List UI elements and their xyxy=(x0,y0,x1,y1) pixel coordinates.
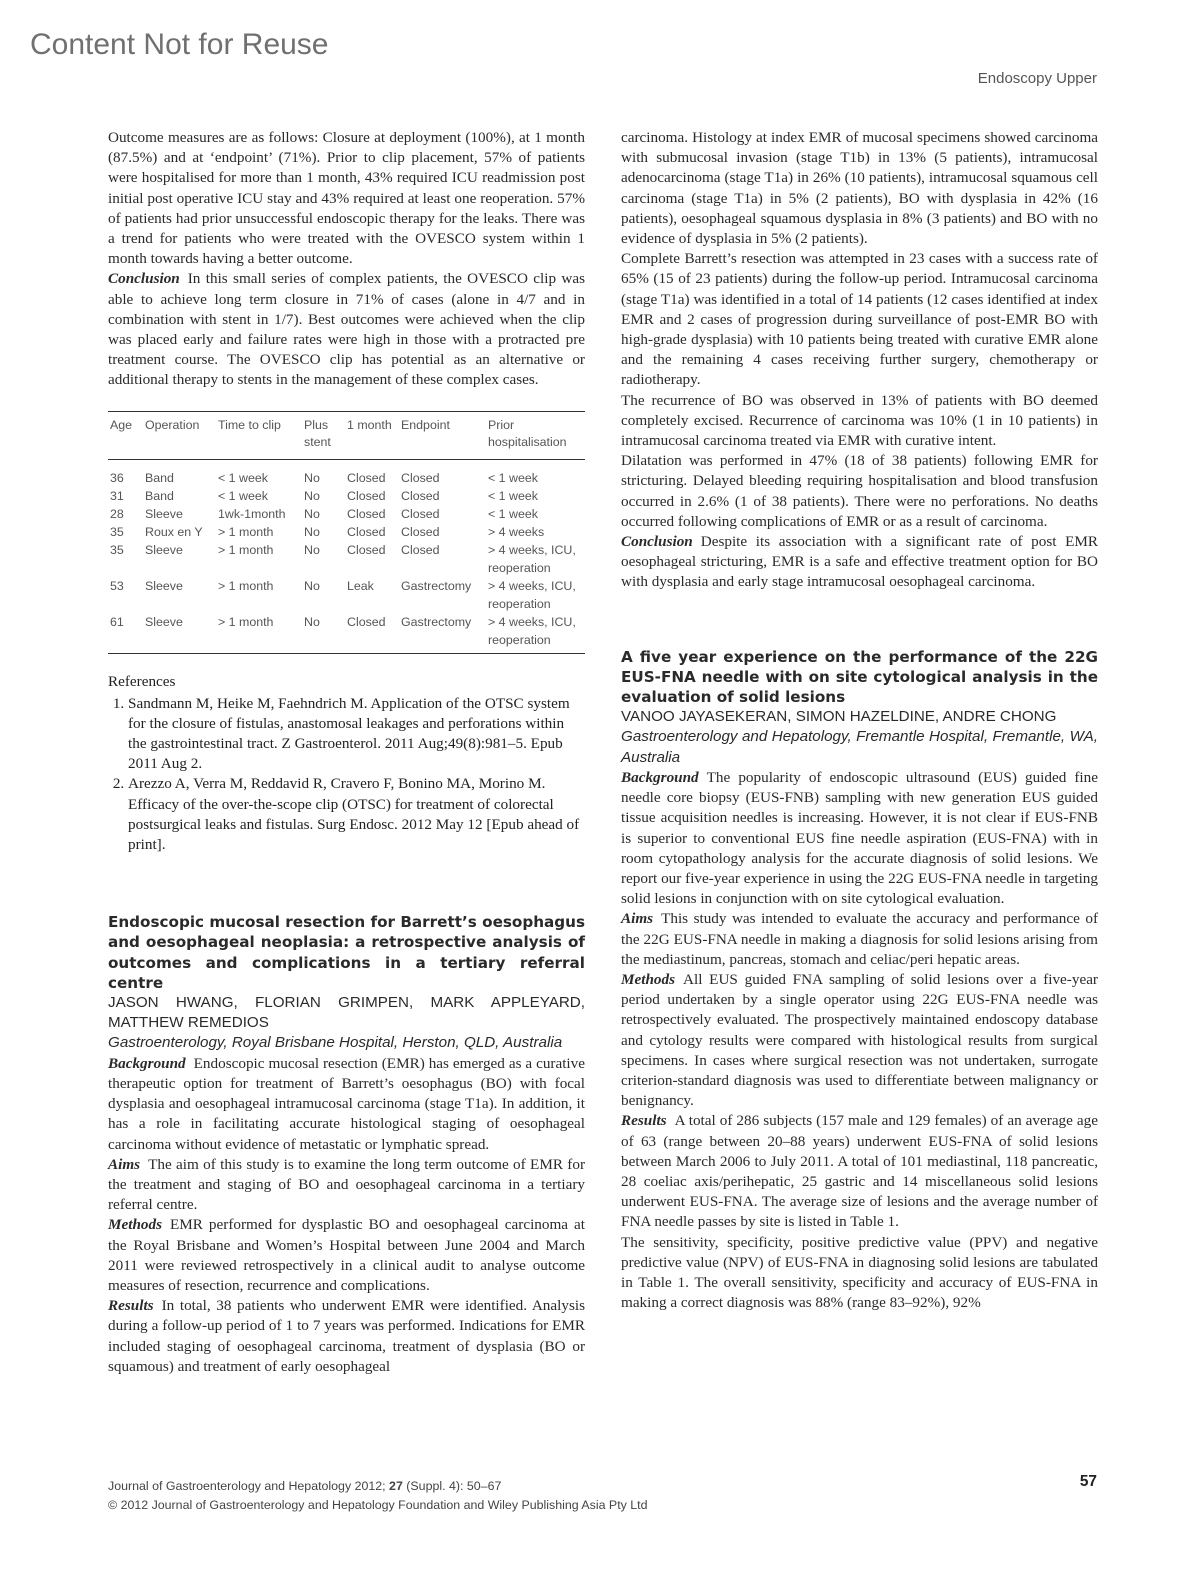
table-cell: < 1 week xyxy=(488,488,538,503)
table-cell: Closed xyxy=(401,524,440,539)
table-cell: 61 xyxy=(110,614,124,629)
table-cell: < 1 week xyxy=(218,488,268,503)
table-cell: 53 xyxy=(110,578,124,593)
aims-paragraph xyxy=(621,909,1098,970)
table-cell: 35 xyxy=(110,542,124,557)
journal-issue: (Suppl. 4): 50–67 xyxy=(402,1479,502,1493)
table-header-cell: Plus stent xyxy=(304,417,331,449)
results-text: A total of 286 subjects (157 male and 129 females) of an average age of 63 (range between 20–88 years) underwent EUS-FNA of solid lesions between March 2006 to July 2011. A total of 101 mediastinal, 118 pancreatic, 28 coeliac axis/perihepatic, 25 gastric and 14 miscellaneous solid lesions underwent EUS-FNA. The average size of lesions and the average number of FNA needle passes by site is listed in Table 1. xyxy=(621,1112,1098,1231)
table-cell: < 1 week xyxy=(488,506,538,521)
left-column xyxy=(108,128,585,1377)
conclusion-paragraph xyxy=(108,269,585,390)
table-cell: Sleeve xyxy=(145,506,183,521)
table-header-cell: Operation xyxy=(145,417,200,432)
journal-citation xyxy=(108,1477,648,1496)
table-header-cell: Endpoint xyxy=(401,417,450,432)
table-cell: 31 xyxy=(110,488,124,503)
table-cell: Gastrectomy xyxy=(401,614,472,629)
table-cell: > 1 month xyxy=(218,524,274,539)
results-label: Results xyxy=(108,1297,154,1315)
references-list xyxy=(108,694,585,856)
background-label: Background xyxy=(621,768,699,786)
outcomes-table xyxy=(108,411,585,654)
table-cell: Closed xyxy=(347,506,386,521)
table-cell: Closed xyxy=(401,488,440,503)
methods-paragraph xyxy=(108,1215,585,1296)
table-cell: Closed xyxy=(401,506,440,521)
results-text: In total, 38 patients who underwent EMR were identified. Analysis during a follow-up period of 1 to 7 years was performed. Indications for EMR included staging of oesophageal carcinoma, treatment of dysplasia (BO or squamous) and treatment of early oesophageal xyxy=(108,1297,585,1375)
aims-label: Aims xyxy=(108,1155,141,1173)
table-header-cell: Time to clip xyxy=(218,417,281,432)
table-cell: No xyxy=(304,488,320,503)
table-cell: Closed xyxy=(347,488,386,503)
table-cell: No xyxy=(304,506,320,521)
table-cell: No xyxy=(304,470,320,485)
table-cell: Closed xyxy=(401,470,440,485)
table-header-cell: 1 month xyxy=(347,417,392,432)
table-cell: Closed xyxy=(347,614,386,629)
table-cell: 1wk-1month xyxy=(218,506,286,521)
table-row xyxy=(108,541,585,577)
table-cell: Closed xyxy=(347,470,386,485)
outcome-paragraph: Outcome measures are as follows: Closure at deployment (100%), at 1 month (87.5%) and at ‘endpoint’ (71%). Prior to clip placement, 57% of patients were hospitalised for more than 1 month, 43% required ICU readmission post initial post operative ICU stay and 43% required at least one reoperation. 57% of patients had prior unsuccessful endoscopic therapy for the leaks. There was a trend for patients who were treated with the OVESCO system within 1 month towards having a better outcome. xyxy=(108,129,585,268)
references-heading: References xyxy=(108,672,176,690)
background-paragraph xyxy=(621,768,1098,909)
table-row xyxy=(108,577,585,613)
results-paragraph-2: The sensitivity, specificity, positive predictive value (PPV) and negative predictive value (NPV) of EUS-FNA in diagnosing solid lesions are tabulated in Table 1. The overall sensitivity, specificity and accuracy of EUS-FNA in making a correct diagnosis was 88% (range 83–92%), 92% xyxy=(621,1233,1098,1312)
table-cell: Sleeve xyxy=(145,542,183,557)
table-header-cell: Age xyxy=(110,417,133,432)
reference-item: 1. Sandmann M, Heike M, Faehndrich M. Application of the OTSC system for the closure of fistulas, anastomosal leakages and perforations within the gastrointestinal tract. Z Gastroenterol. 2011 Aug;49(8):981–5. Epub 2011 Aug 2. xyxy=(128,694,585,775)
table-cell: > 4 weeks, ICU, reoperation xyxy=(488,542,576,575)
background-paragraph xyxy=(108,1054,585,1155)
aims-label: Aims xyxy=(621,910,654,928)
table-row xyxy=(108,505,585,523)
abstract-affiliation: Gastroenterology, Royal Brisbane Hospital, Herston, QLD, Australia xyxy=(108,1034,563,1052)
journal-volume: 27 xyxy=(389,1479,403,1493)
results-continued-paragraph: carcinoma. Histology at index EMR of mucosal specimens showed carcinoma with submucosal invasion (stage T1b) in 13% (5 patients), intramucosal adenocarcinoma (stage T1a) in 26% (10 patients), intramucosal squamous cell carcinoma (stage T1a) in 5% (2 patients), BO with dysplasia in 42% (16 patients), oesophageal squamous dysplasia in 8% (3 patients) and BO with no evidence of dysplasia in 5% (2 patients). xyxy=(621,129,1098,248)
table-cell: < 1 week xyxy=(488,470,538,485)
table-cell: Sleeve xyxy=(145,614,183,629)
footer-citation xyxy=(108,1477,648,1514)
table-cell: > 1 month xyxy=(218,542,274,557)
table-row xyxy=(108,459,585,487)
methods-text: EMR performed for dysplastic BO and oesophageal carcinoma at the Royal Brisbane and Women’s Hospital between June 2004 and March 2011 were reviewed retrospectively in a clinical audit to analyse outcome measures of resection, recurrence and complications. xyxy=(108,1216,585,1294)
aims-text: This study was intended to evaluate the accuracy and performance of the 22G EUS-FNA needle in making a diagnosis for solid lesions arising from the mediastinum, pancreas, stomach and celiac/peri hepatic areas. xyxy=(621,910,1098,968)
conclusion-paragraph xyxy=(621,532,1098,593)
table-cell: < 1 week xyxy=(218,470,268,485)
abstract-authors: VANOO JAYASEKERAN, SIMON HAZELDINE, ANDRE CHONG xyxy=(621,708,1057,726)
table-cell: Gastrectomy xyxy=(401,578,472,593)
background-label: Background xyxy=(108,1054,186,1072)
table-cell: > 4 weeks, ICU, reoperation xyxy=(488,614,576,647)
results-paragraph xyxy=(621,1111,1098,1232)
table-row xyxy=(108,487,585,505)
table-cell: > 4 weeks xyxy=(488,524,545,539)
abstract-title: A five year experience on the performance of the 22G EUS-FNA needle with on site cytological analysis in the evaluation of solid lesions xyxy=(621,647,1098,707)
methods-label: Methods xyxy=(621,970,676,988)
table-cell: Closed xyxy=(347,542,386,557)
results-continued-paragraph: Dilatation was performed in 47% (18 of 38 patients) following EMR for stricturing. Delayed bleeding requiring hospitalisation and blood transfusion occurred in 2.6% (1 of 38 patients). There were no perforations. No deaths occurred following complications of EMR or as a result of carcinoma. xyxy=(621,452,1098,530)
table-row xyxy=(108,613,585,654)
results-paragraph xyxy=(108,1296,585,1377)
methods-paragraph xyxy=(621,970,1098,1111)
conclusion-text: Despite its association with a significant rate of post EMR oesophageal stricturing, EMR is a safe and effective treatment option for BO with dysplasia and early stage intramucosal oesophageal carcinoma. xyxy=(621,533,1098,591)
table-cell: Band xyxy=(145,470,174,485)
methods-label: Methods xyxy=(108,1216,163,1234)
table-cell: Sleeve xyxy=(145,578,183,593)
right-column xyxy=(621,128,1098,1313)
table-row xyxy=(108,523,585,541)
table-cell: No xyxy=(304,614,320,629)
abstract-authors: JASON HWANG, FLORIAN GRIMPEN, MARK APPLEYARD, MATTHEW REMEDIOS xyxy=(108,994,585,1032)
table-cell: 36 xyxy=(110,470,124,485)
running-head: Endoscopy Upper xyxy=(977,70,1097,87)
table-cell: No xyxy=(304,524,320,539)
table-cell: No xyxy=(304,578,320,593)
table-header-row xyxy=(108,411,585,459)
table-header-cell: Prior hospitalisation xyxy=(488,417,567,449)
aims-text: The aim of this study is to examine the long term outcome of EMR for the treatment and staging of BO and oesophageal carcinoma in a tertiary referral centre. xyxy=(108,1155,585,1214)
results-continued-paragraph: Complete Barrett’s resection was attempted in 23 cases with a success rate of 65% (15 of 23 patients) during the follow-up period. Intramucosal carcinoma (stage T1a) was identified in a total of 14 patients (12 cases identified at index EMR and 2 cases of progression during surveillance of post-EMR BO with high-grade dysplasia) with 10 patients being treated with curative EMR alone and the remaining 4 cases receiving further surgery, chemotherapy or radiotherapy. xyxy=(621,250,1098,389)
table-cell: Leak xyxy=(347,578,374,593)
conclusion-text: In this small series of complex patients, the OVESCO clip was able to achieve long term closure in 71% of cases (alone in 4/7 and in combination with stent in 1/7). Best outcomes were achieved when the clip was placed early and failure rates were high in those with a protracted pre treatment course. The OVESCO clip has potential as an alternative or additional therapy to stents in the management of these complex cases. xyxy=(108,270,585,389)
table-cell: > 4 weeks, ICU, reoperation xyxy=(488,578,576,611)
conclusion-label: Conclusion xyxy=(108,270,180,288)
reference-item: 2. Arezzo A, Verra M, Reddavid R, Cravero F, Bonino MA, Morino M. Efficacy of the over-the-scope clip (OTSC) for treatment of colorectal postsurgical leaks and fistulas. Surg Endosc. 2012 May 12 [Epub ahead of print]. xyxy=(128,774,585,855)
table-cell: No xyxy=(304,542,320,557)
table-cell: Band xyxy=(145,488,174,503)
table-cell: Roux en Y xyxy=(145,524,203,539)
journal-name: Journal of Gastroenterology and Hepatology 2012; xyxy=(108,1479,390,1493)
table-cell: Closed xyxy=(401,542,440,557)
table-cell: 28 xyxy=(110,506,124,521)
page-number: 57 xyxy=(1079,1473,1097,1490)
abstract-affiliation: Gastroenterology and Hepatology, Fremantle Hospital, Fremantle, WA, Australia xyxy=(621,728,1098,766)
watermark: Content Not for Reuse xyxy=(30,28,329,61)
methods-text: All EUS guided FNA sampling of solid lesions over a five-year period undertaken by a single operator using 22G EUS-FNA needle was retrospectively evaluated. The prospectively maintained endoscopy database and cytology results were compared with histological results from surgical specimens. In cases where surgical resection was not undertaken, surrogate criterion-standard diagnosis was used to differentiate between malignancy or benignancy. xyxy=(621,970,1098,1110)
results-label: Results xyxy=(621,1112,667,1130)
copyright-line: © 2012 Journal of Gastroenterology and Hepatology Foundation and Wiley Publishing Asia Pty Ltd xyxy=(108,1497,648,1512)
table-cell: > 1 month xyxy=(218,614,274,629)
conclusion-label: Conclusion xyxy=(621,533,693,551)
table-cell: Closed xyxy=(347,524,386,539)
abstract-title: Endoscopic mucosal resection for Barrett’s oesophagus and oesophageal neoplasia: a retrospective analysis of outcomes and complications in a tertiary referral centre xyxy=(108,913,585,992)
results-continued-paragraph: The recurrence of BO was observed in 13% of patients with BO deemed completely excised. Recurrence of carcinoma was 10% (1 in 10 patients) in intramucosal carcinoma treated via EMR with curative intent. xyxy=(621,391,1098,450)
table-cell: > 1 month xyxy=(218,578,274,593)
background-text: Endoscopic mucosal resection (EMR) has emerged as a curative therapeutic option for treatment of Barrett’s oesophagus (BO) with focal dysplasia and oesophageal intramucosal carcinoma (stage T1a). In addition, it has a role in facilitating accurate histological staging of oesophageal carcinoma without evidence of metastatic or lymphatic spread. xyxy=(108,1054,585,1153)
table-cell: 35 xyxy=(110,524,124,539)
aims-paragraph xyxy=(108,1155,585,1216)
background-text: The popularity of endoscopic ultrasound (EUS) guided fine needle core biopsy (EUS-FNB) sampling with new generation EUS guided tissue acquisition needles is increasing. However, it is not clear if EUS-FNB is superior to conventional EUS fine needle aspiration (EUS-FNA) with in room cytopathology analysis for the accurate diagnosis of solid lesions. We report our five-year experience in using the 22G EUS-FNA needle in targeting solid lesions in conjunction with on site cytological evaluation. xyxy=(621,768,1098,908)
